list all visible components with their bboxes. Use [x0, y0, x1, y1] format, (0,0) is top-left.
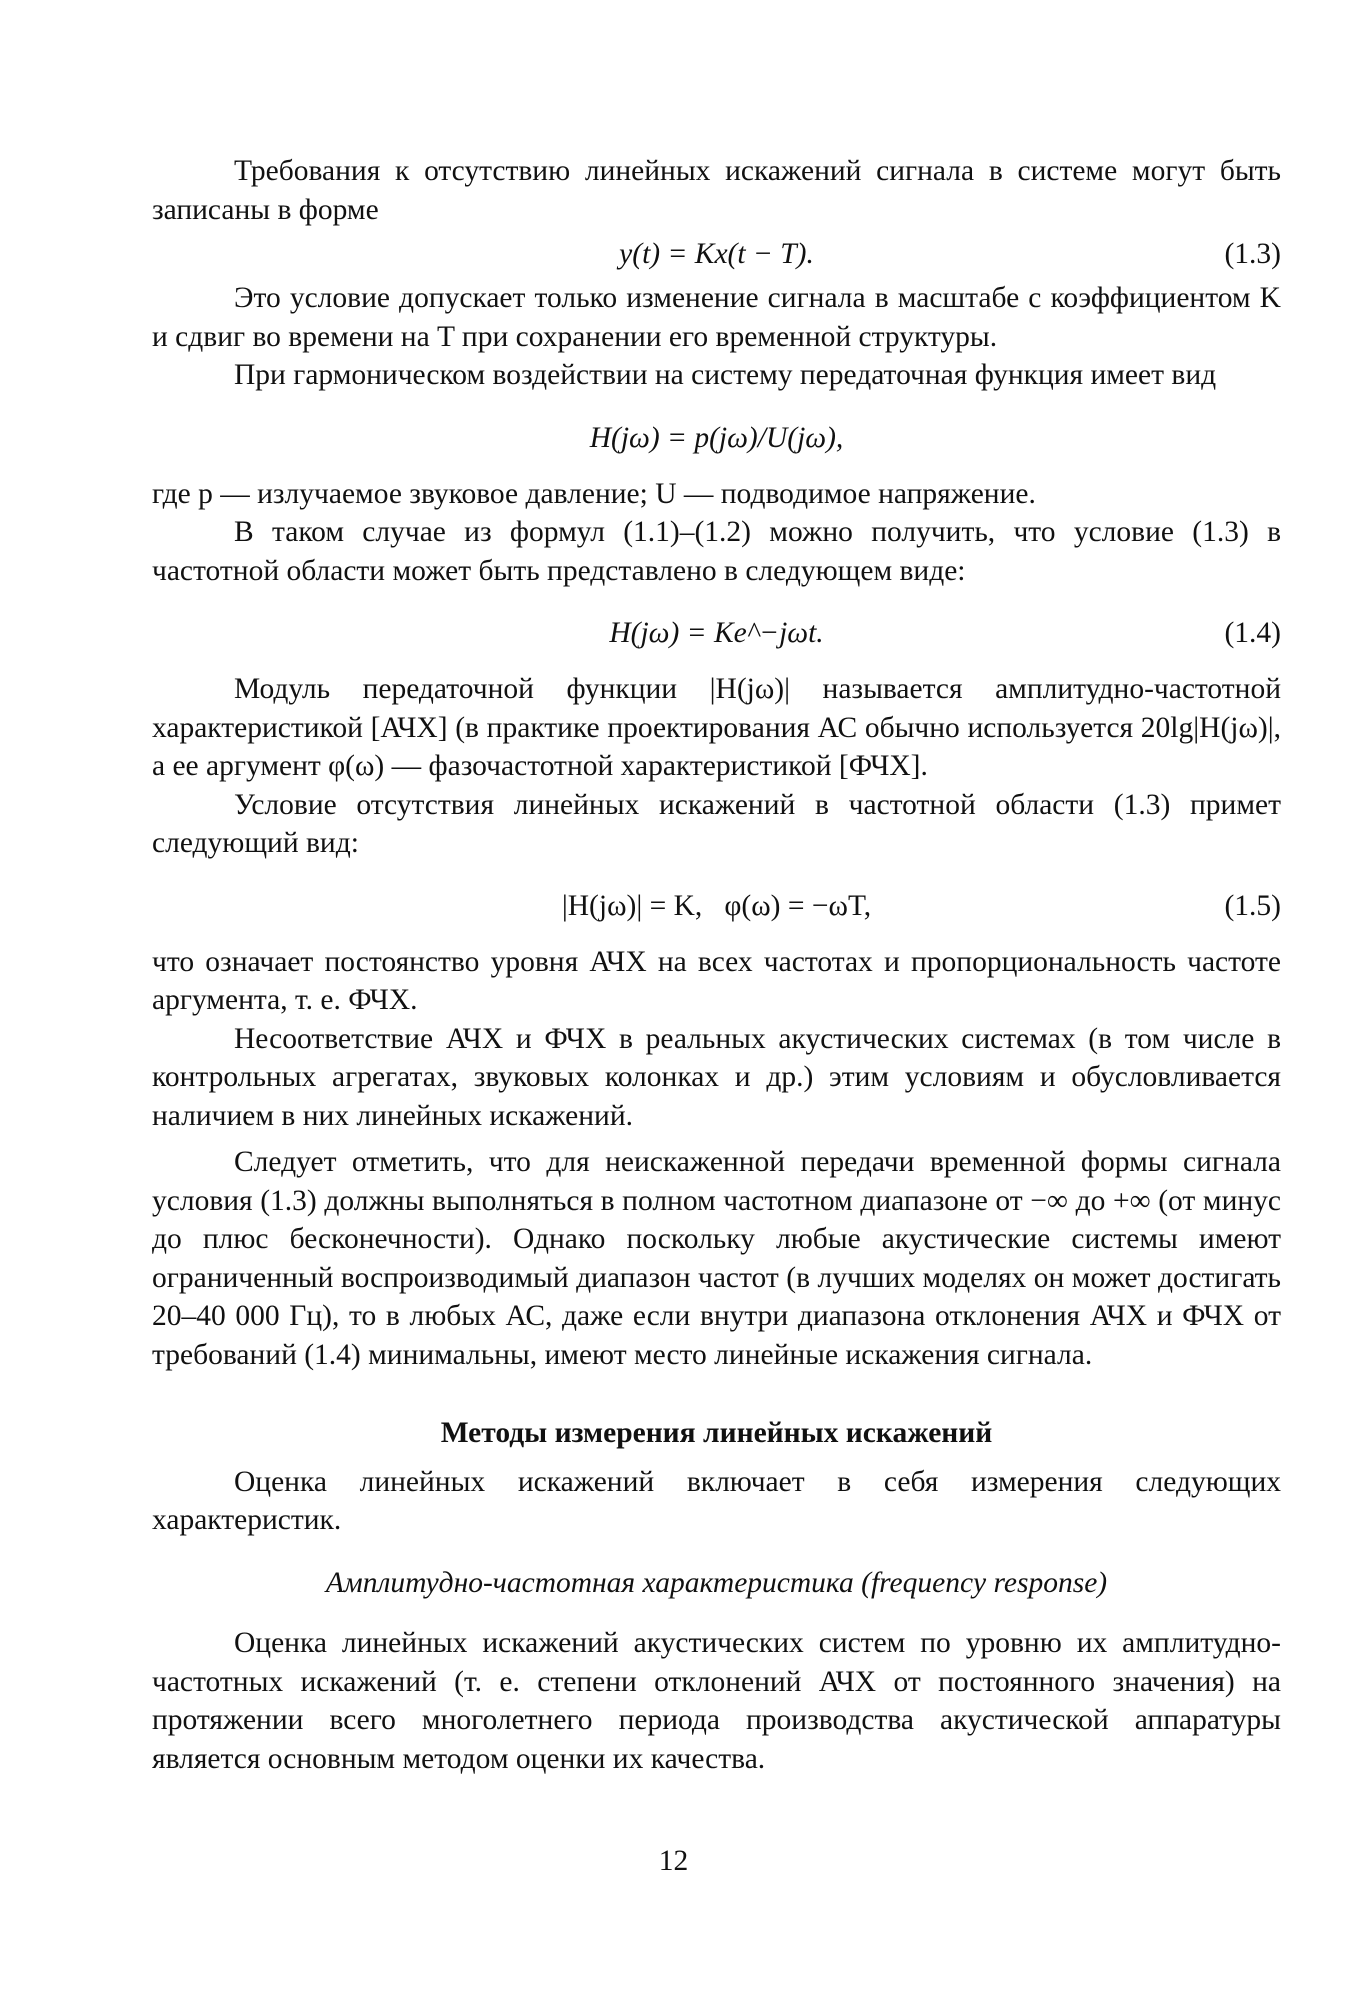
paragraph-absence-condition: Условие отсутствия линейных искажений в частотной области (1.3) примет следующий вид: — [152, 788, 1281, 859]
paragraph-frequency-domain: В таком случае из формул (1.1)–(1.2) можно получить, что условие (1.3) в частотной области может быть представлено в следующем виде: — [152, 516, 1281, 587]
formula-1-5-number: (1.5) — [1224, 889, 1281, 922]
paragraph-mismatch: Несоответствие АЧХ и ФЧХ в реальных акустических системах (в том числе в контрольных агрегатах, звуковых колонках и др.) этим условиям и обусловливается наличием в них линейных искажений. — [152, 1022, 1281, 1132]
paragraph-meaning: что означает постоянство уровня АЧХ на всех частотах и пропорциональность частоте аргумента, т. е. ФЧХ. — [152, 945, 1281, 1016]
paragraph-where: где p — излучаемое звуковое давление; U — подводимое напряжение. — [152, 477, 1036, 510]
formula-1-5-expression: |H(jω)| = K, φ(ω) = −ωT, — [561, 889, 872, 922]
formula-1-4-number: (1.4) — [1224, 617, 1281, 649]
paragraph-condition: Это условие допускает только изменение сигнала в масштабе с коэффициентом K и сдвиг во времени на T при сохранении его временной структуры. — [152, 282, 1281, 353]
paragraph-frequency-response: Оценка линейных искажений акустических систем по уровню их амплитудно-частотных искажений (т. е. степени отклонений АЧХ от постоянного значения) на протяжении всего многолетнего периода производства акустической аппаратуры является основным методом оценки их качества. — [152, 1627, 1281, 1775]
formula-1-4 — [152, 614, 1281, 652]
paragraph-harmonic: При гармоническом воздействии на систему передаточная функция имеет вид — [234, 359, 1217, 391]
paragraph-requirements: Требования к отсутствию линейных искажений сигнала в системе могут быть записаны в форме — [152, 155, 1281, 226]
formula-1-3-number: (1.3) — [1224, 238, 1281, 270]
formula-1-3 — [152, 235, 1281, 273]
page-number: 12 — [658, 1845, 689, 1877]
formula-1-5 — [152, 887, 1281, 925]
paragraph-note: Следует отметить, что для неискаженной передачи временной формы сигнала условия (1.3) должны выполняться в полном частотном диапазоне от −∞ до +∞ (от минус до плюс бесконечности). Однако поскольку любые акустические системы имеют ограниченный воспроизводимый диапазон частот (в лучших моделях он может достигать 20–40 000 Гц), то в любых АС, даже если внутри диапазона отклонения АЧХ и ФЧХ от требований (1.4) минимальны, имеют место линейные искажения сигнала. — [152, 1146, 1281, 1371]
paragraph-evaluation: Оценка линейных искажений включает в себя измерения следующих характеристик. — [152, 1465, 1281, 1536]
formula-1-3-expression: y(t) = Kx(t − T). — [619, 238, 814, 270]
formula-transfer — [152, 419, 1281, 457]
subsection-heading: Амплитудно-частотная характеристика (frequency response) — [325, 1566, 1108, 1599]
formula-1-4-expression: H(jω) = Ke^−jωt. — [609, 617, 824, 649]
paragraph-modulus: Модуль передаточной функции |H(jω)| называется амплитудно-частотной характеристикой [АЧХ] (в практике проектирования АС обычно используется 20lg|H(jω)|, а ее аргумент φ(ω) — фазочастотной характеристикой [ФЧХ]. — [152, 673, 1281, 782]
formula-transfer-expression: H(jω) = p(jω)/U(jω), — [589, 421, 844, 454]
section-heading: Методы измерения линейных искажений — [440, 1417, 993, 1449]
